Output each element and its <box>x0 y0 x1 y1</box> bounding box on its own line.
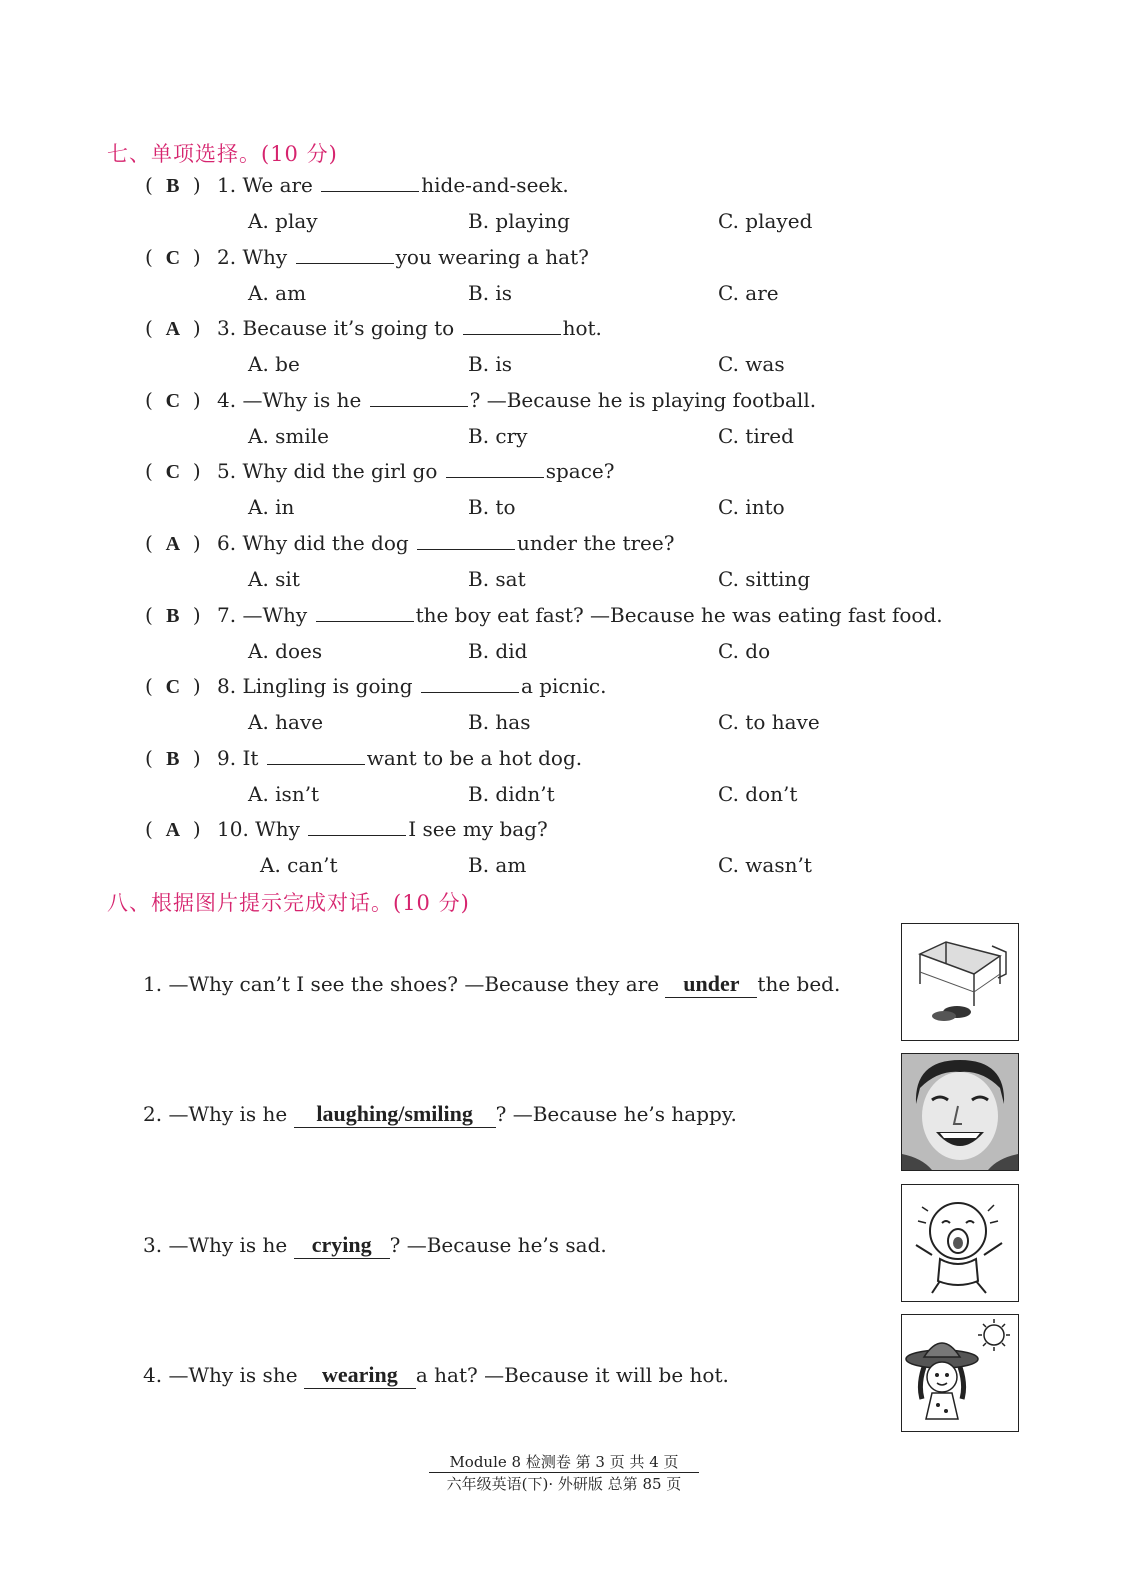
option-a: A. have <box>248 710 324 735</box>
option-a: A. isn’t <box>248 781 320 806</box>
dialogue-2-rest: ? —Because he’s happy. <box>495 1102 737 1126</box>
option-c: C. wasn’t <box>718 853 812 878</box>
option-c: C. sitting <box>718 567 811 591</box>
question-row <box>145 388 816 413</box>
question-number: 2. <box>217 244 237 269</box>
answer-blank <box>321 175 419 192</box>
dialogue-1-question: 1. —Why can’t I see the shoes? —Because they are <box>143 972 660 996</box>
section-7-title: 七、单项选择。(10 分) <box>107 142 338 166</box>
question-row <box>145 245 589 270</box>
question-number: 3. <box>217 316 237 341</box>
answer-letter: A <box>165 819 181 842</box>
question-text-start: We are <box>242 173 313 197</box>
dialogue-4 <box>143 1362 729 1389</box>
answer-blank <box>417 533 515 550</box>
question-row <box>145 459 614 484</box>
laughing-face-icon <box>902 1054 1018 1170</box>
section-8-title: 八、根据图片提示完成对话。(10 分) <box>107 891 470 915</box>
option-a: A. in <box>248 495 295 520</box>
question-number: 7. <box>217 602 237 627</box>
option-c: C. tired <box>718 423 794 448</box>
option-c: C. into <box>718 495 785 520</box>
option-b: B. sat <box>468 567 526 591</box>
dialogue-3-answer: crying <box>294 1232 390 1259</box>
option-b: B. did <box>468 638 528 663</box>
answer-letter: C <box>165 676 181 699</box>
option-c: C. played <box>718 209 813 233</box>
answer-blank <box>308 819 406 836</box>
question-row <box>145 746 582 771</box>
answer-blank <box>296 247 394 264</box>
answer-bracket: ( B ) <box>145 745 201 770</box>
crying-baby-icon <box>902 1185 1018 1301</box>
question-row <box>145 674 606 699</box>
answer-bracket: ( A ) <box>145 316 201 341</box>
option-b: B. is <box>468 352 513 377</box>
dialogue-1 <box>143 971 840 998</box>
question-row <box>145 531 674 556</box>
answer-bracket: ( B ) <box>145 173 201 197</box>
crying-baby-picture <box>901 1184 1019 1302</box>
option-a: A. does <box>248 638 323 663</box>
question-row <box>145 316 602 341</box>
bed-icon <box>902 924 1018 1040</box>
question-text-start: Why <box>255 817 300 842</box>
dialogue-1-answer: under <box>665 971 757 998</box>
dialogue-3 <box>143 1232 607 1259</box>
footer-module-info <box>0 1451 1128 1473</box>
answer-letter: C <box>165 389 181 412</box>
question-text-start: —Why <box>242 602 308 627</box>
footer-line-2: 六年级英语(下)· 外研版 总第 85 页 <box>446 1475 682 1493</box>
question-number: 9. <box>217 745 237 770</box>
option-a: A. can’t <box>260 853 338 878</box>
question-text-end: hide-and-seek. <box>421 173 569 197</box>
option-c: C. to have <box>718 710 820 735</box>
question-text-start: Why <box>242 244 288 269</box>
question-text-end: a picnic. <box>520 674 607 699</box>
option-b: B. am <box>468 853 527 878</box>
question-number: 1. <box>217 173 237 197</box>
option-a: A. be <box>248 352 300 377</box>
dialogue-4-answer: wearing <box>304 1362 416 1389</box>
answer-blank <box>463 318 561 335</box>
girl-with-hat-picture <box>901 1314 1019 1432</box>
answer-bracket: ( C ) <box>145 244 201 269</box>
answer-blank <box>316 605 414 622</box>
answer-blank <box>370 390 468 407</box>
question-text-end: the boy eat fast? —Because he was eating fast food. <box>415 602 943 627</box>
option-c: C. don’t <box>718 781 798 806</box>
option-c: C. do <box>718 638 771 663</box>
laughing-man-picture <box>901 1053 1019 1171</box>
question-text-start: Why did the girl go <box>242 459 438 484</box>
dialogue-2-question: 2. —Why is he <box>143 1102 288 1126</box>
footer-book-info <box>0 1473 1128 1494</box>
question-text-start: Because it’s going to <box>242 316 455 341</box>
option-b: B. is <box>468 280 513 305</box>
option-a: A. am <box>248 280 307 305</box>
question-text-end: ? —Because he is playing football. <box>469 387 817 412</box>
answer-bracket: ( A ) <box>145 817 201 842</box>
dialogue-4-rest: a hat? —Because it will be hot. <box>415 1363 729 1387</box>
option-b: B. didn’t <box>468 781 555 806</box>
question-row <box>145 817 548 842</box>
question-text-start: It <box>242 745 259 770</box>
dialogue-1-rest: the bed. <box>757 972 841 996</box>
question-text-end: hot. <box>562 316 602 341</box>
question-text-end: under the tree? <box>517 531 675 555</box>
question-row <box>145 173 569 198</box>
answer-blank <box>421 676 519 693</box>
answer-blank <box>446 461 544 478</box>
option-a: A. play <box>248 209 318 233</box>
dialogue-3-rest: ? —Because he’s sad. <box>389 1233 607 1257</box>
option-a: A. smile <box>248 423 330 448</box>
answer-letter: B <box>166 604 180 627</box>
question-number: 8. <box>217 674 237 699</box>
answer-letter: C <box>165 246 181 269</box>
dialogue-2 <box>143 1101 737 1128</box>
question-number: 5. <box>217 459 237 484</box>
option-b: B. cry <box>468 423 528 448</box>
question-text-end: space? <box>545 459 615 484</box>
answer-bracket: ( C ) <box>145 387 201 412</box>
answer-bracket: ( A ) <box>145 531 201 555</box>
option-b: B. to <box>468 495 516 520</box>
dialogue-3-question: 3. —Why is he <box>143 1233 288 1257</box>
dialogue-2-answer: laughing/smiling <box>294 1101 496 1128</box>
option-b: B. playing <box>468 209 570 233</box>
answer-bracket: ( B ) <box>145 602 201 627</box>
answer-letter: A <box>165 533 181 555</box>
option-c: C. are <box>718 280 779 305</box>
answer-letter: A <box>165 318 181 341</box>
footer-line-1: Module 8 检测卷 第 3 页 共 4 页 <box>429 1451 698 1473</box>
dialogue-4-question: 4. —Why is she <box>143 1363 298 1387</box>
bed-with-shoes-picture <box>901 923 1019 1041</box>
option-b: B. has <box>468 710 531 735</box>
answer-letter: C <box>165 461 181 484</box>
question-number: 6. <box>217 531 237 555</box>
question-row <box>145 603 943 628</box>
question-text-start: Why did the dog <box>242 531 409 555</box>
question-text-end: you wearing a hat? <box>395 244 589 269</box>
question-text-end: I see my bag? <box>408 817 548 842</box>
question-text-start: —Why is he <box>242 387 362 412</box>
girl-hat-sun-icon <box>902 1315 1018 1431</box>
option-a: A. sit <box>248 567 300 591</box>
question-number: 10. <box>217 817 249 842</box>
answer-letter: B <box>166 175 180 197</box>
answer-blank <box>267 748 365 765</box>
option-c: C. was <box>718 352 785 377</box>
answer-bracket: ( C ) <box>145 674 201 699</box>
question-text-start: Lingling is going <box>242 674 413 699</box>
question-number: 4. <box>217 387 237 412</box>
answer-bracket: ( C ) <box>145 459 201 484</box>
question-text-end: want to be a hot dog. <box>366 745 583 770</box>
answer-letter: B <box>166 747 180 770</box>
